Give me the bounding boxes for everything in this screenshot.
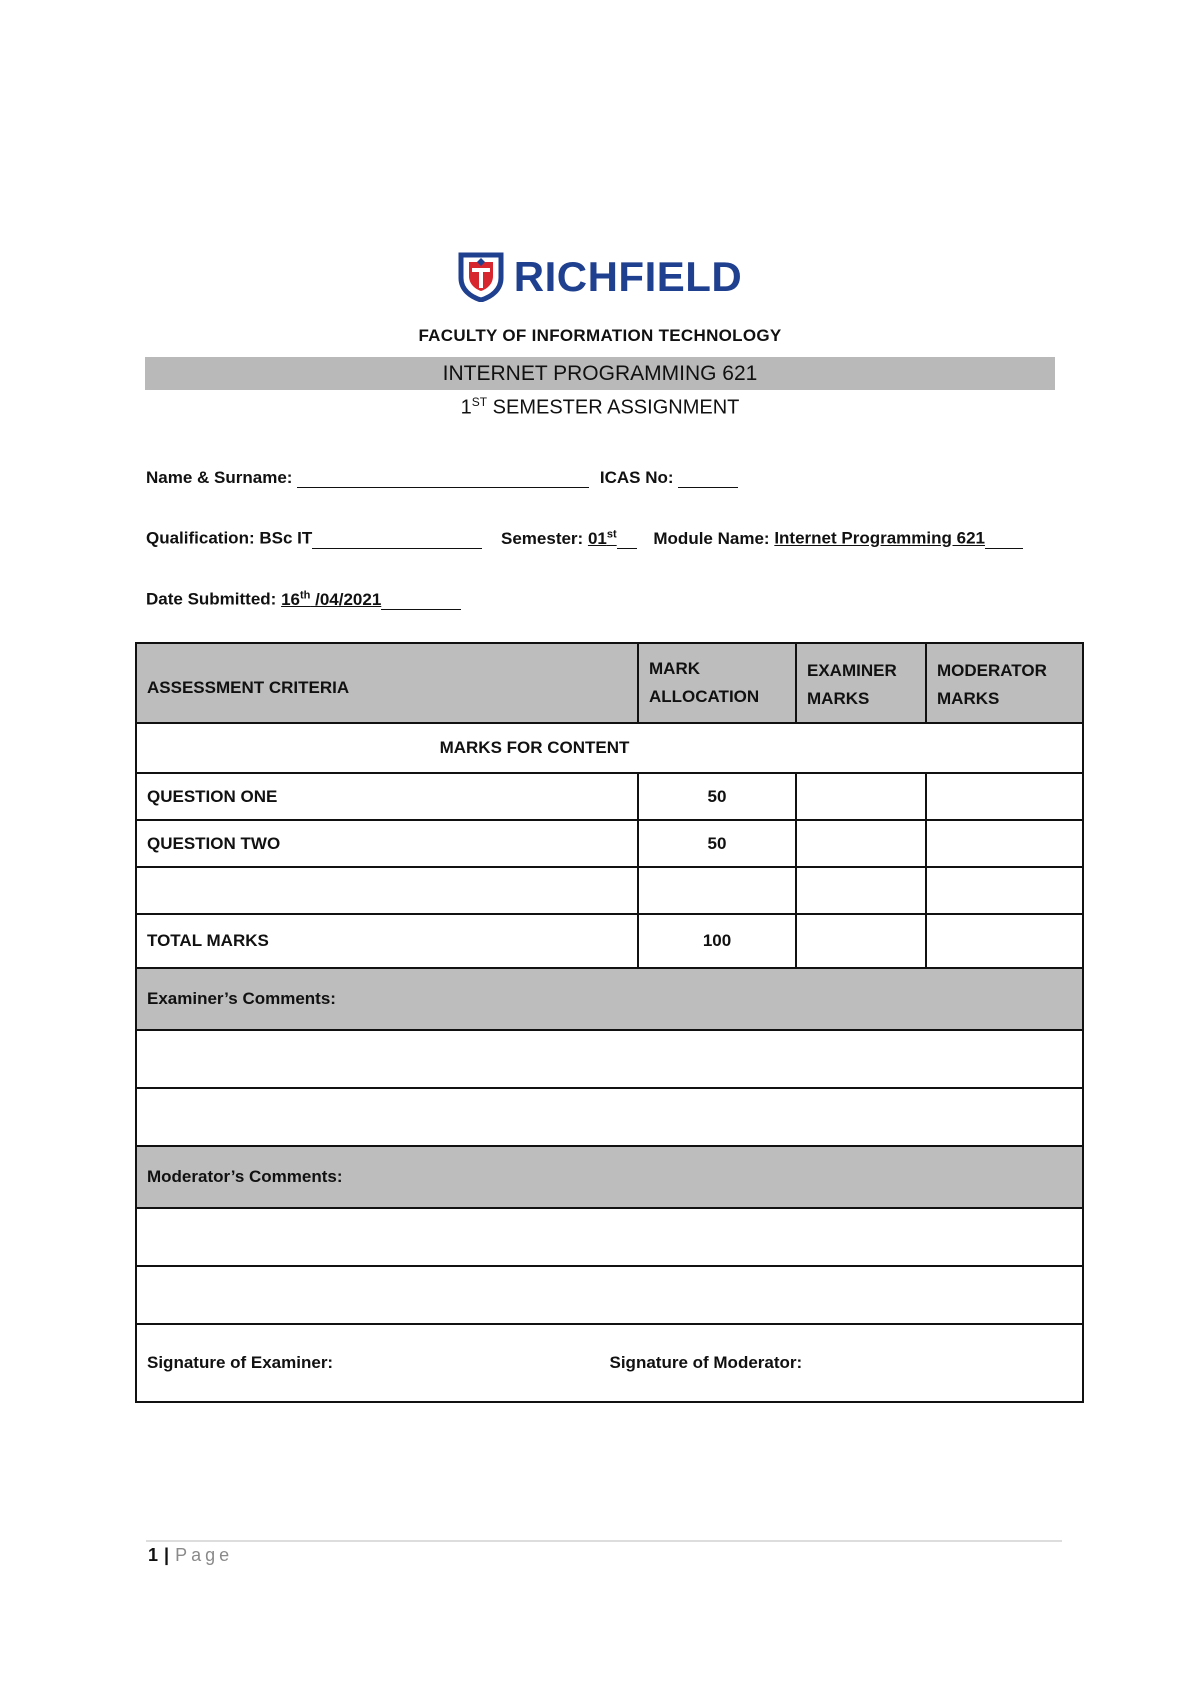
date-rest: /04/2021 xyxy=(310,589,382,609)
assessment-table xyxy=(135,642,1084,1403)
table-row xyxy=(136,773,1083,820)
col-header-examiner-marks xyxy=(796,643,926,723)
date-label: Date Submitted: xyxy=(146,589,277,609)
semester-value-sup: st xyxy=(606,528,617,540)
criteria-cell: QUESTION ONE xyxy=(136,773,638,820)
richfield-logo xyxy=(0,252,1200,302)
qualification-value: BSc IT xyxy=(259,528,313,548)
semester-value-text: 01 xyxy=(587,528,607,548)
semester-value xyxy=(588,529,617,548)
table-row xyxy=(136,820,1083,867)
col-header-mark-line2: ALLOCATION xyxy=(649,687,760,706)
col-header-moderator-line2: MARKS xyxy=(937,689,1000,708)
moderator-mark-cell[interactable] xyxy=(926,867,1083,914)
moderator-comment-field[interactable] xyxy=(136,1266,1083,1324)
signature-row xyxy=(136,1324,1083,1402)
moderator-mark-cell[interactable] xyxy=(926,820,1083,867)
shield-icon xyxy=(458,252,504,302)
total-row xyxy=(136,914,1083,968)
examiner-signature-label: Signature of Examiner: xyxy=(147,1353,334,1372)
examiner-total-cell[interactable] xyxy=(796,914,926,968)
name-line xyxy=(146,468,738,488)
semester-number: 1 xyxy=(460,396,472,419)
examiner-comment-line xyxy=(136,1030,1083,1088)
module-name-value: Internet Programming 621 xyxy=(774,528,985,548)
empty-row xyxy=(136,867,1083,914)
qualification-line xyxy=(146,528,1023,549)
examiner-mark-cell[interactable] xyxy=(796,820,926,867)
examiner-mark-cell[interactable] xyxy=(796,773,926,820)
date-value xyxy=(281,590,381,609)
date-field[interactable] xyxy=(381,591,461,610)
semester-sup: ST xyxy=(471,395,488,409)
qualification-field[interactable] xyxy=(312,530,482,549)
semester-field[interactable] xyxy=(617,530,637,549)
examiner-comment-field[interactable] xyxy=(136,1088,1083,1146)
semester-label: Semester: xyxy=(501,528,584,548)
mark-allocation-cell xyxy=(638,867,796,914)
moderator-comment-line xyxy=(136,1266,1083,1324)
date-day: 16 xyxy=(281,589,300,609)
examiner-comment-field[interactable] xyxy=(136,1030,1083,1088)
examiner-mark-cell[interactable] xyxy=(796,867,926,914)
signature-cell xyxy=(136,1324,1083,1402)
page-footer xyxy=(148,1545,233,1566)
col-header-moderator-marks xyxy=(926,643,1083,723)
examiner-comments-row xyxy=(136,968,1083,1030)
total-mark: 100 xyxy=(638,914,796,968)
examiner-comment-line xyxy=(136,1088,1083,1146)
page-number: 1 xyxy=(148,1545,159,1565)
qualification-label: Qualification: xyxy=(146,528,255,548)
icas-label: ICAS No: xyxy=(599,468,674,487)
footer-divider xyxy=(146,1540,1062,1542)
table-header-row xyxy=(136,643,1083,723)
module-banner: INTERNET PROGRAMMING 621 xyxy=(145,357,1055,390)
criteria-cell: QUESTION TWO xyxy=(136,820,638,867)
page-separator: | xyxy=(164,1545,170,1565)
page-word: Page xyxy=(175,1545,234,1565)
content-heading-row xyxy=(136,723,1083,773)
faculty-title: FACULTY OF INFORMATION TECHNOLOGY xyxy=(418,326,782,345)
icas-field[interactable] xyxy=(678,469,738,488)
col-header-examiner-line1: EXAMINER xyxy=(807,661,897,680)
mark-allocation-cell: 50 xyxy=(638,820,796,867)
criteria-cell xyxy=(136,867,638,914)
moderator-comments-row xyxy=(136,1146,1083,1208)
col-header-moderator-line1: MODERATOR xyxy=(937,661,1047,680)
date-line xyxy=(146,589,461,610)
moderator-comment-field[interactable] xyxy=(136,1208,1083,1266)
moderator-comment-line xyxy=(136,1208,1083,1266)
total-label: TOTAL MARKS xyxy=(136,914,638,968)
moderator-signature-label: Signature of Moderator: xyxy=(609,1353,803,1372)
name-label: Name & Surname: xyxy=(146,468,293,487)
col-header-mark-allocation xyxy=(638,643,796,723)
examiner-comments-label: Examiner’s Comments: xyxy=(136,968,1083,1030)
semester-title-text: SEMESTER ASSIGNMENT xyxy=(487,396,740,419)
moderator-comments-label: Moderator’s Comments: xyxy=(136,1146,1083,1208)
date-day-sup: th xyxy=(300,589,311,601)
name-field[interactable] xyxy=(297,469,589,488)
module-name-label: Module Name: xyxy=(653,528,770,548)
module-name-field[interactable] xyxy=(985,530,1023,549)
logo-wordmark: RICHFIELD xyxy=(513,253,743,300)
col-header-examiner-line2: MARKS xyxy=(807,689,870,708)
content-heading: MARKS FOR CONTENT xyxy=(136,723,1083,773)
mark-allocation-cell: 50 xyxy=(638,773,796,820)
moderator-total-cell[interactable] xyxy=(926,914,1083,968)
col-header-mark-line1: MARK xyxy=(649,659,700,678)
col-header-criteria: ASSESSMENT CRITERIA xyxy=(136,643,638,723)
semester-assignment-title xyxy=(0,395,1200,420)
moderator-mark-cell[interactable] xyxy=(926,773,1083,820)
